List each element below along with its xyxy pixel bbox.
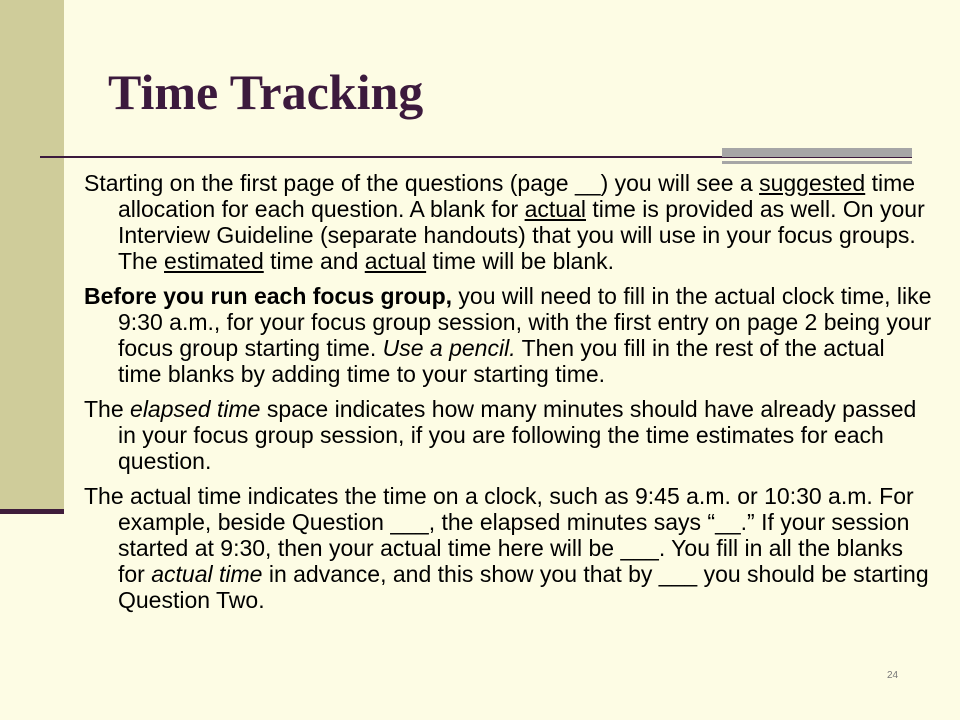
slide-title: Time Tracking: [108, 64, 424, 120]
text-segment: actual: [524, 196, 586, 222]
text-segment: The actual time indicates the time on a clock, such as 9:45 a.m. or 10:30 a.m. For example, beside Question ___, the elapsed minutes says “__.” If your session started at 9:30, then your actual time here will be ___. You fill in all the blanks for: [84, 483, 914, 587]
text-segment: Before you run each focus group,: [84, 283, 453, 309]
text-segment: The: [84, 396, 131, 422]
title-gray-accent-rule: [722, 148, 912, 164]
text-segment: elapsed time: [130, 396, 261, 422]
text-segment: Starting on the first page of the questions (page __) you will see a: [84, 170, 760, 196]
body-paragraph: [84, 283, 934, 387]
text-segment: suggested: [759, 170, 866, 196]
text-segment: actual: [364, 248, 427, 274]
text-segment: time will be blank.: [426, 248, 615, 274]
text-segment: time and: [263, 248, 365, 274]
text-segment: in advance, and this show you that by ___ you should be starting Question Two.: [118, 561, 929, 613]
text-segment: actual time: [151, 561, 263, 587]
slide-body: [84, 170, 934, 622]
body-paragraph: [84, 483, 934, 613]
slide-number: 24: [887, 670, 899, 681]
text-segment: time allocation for each question. A blank for: [118, 170, 916, 222]
text-segment: time is provided as well. On your Interview Guideline (separate handouts) that you will use in your focus groups. The: [118, 196, 925, 274]
text-segment: you will need to fill in the actual clock time, like 9:30 a.m., for your focus group session, with the first entry on page 2 being your focus group starting time.: [118, 283, 932, 361]
text-segment: Then you fill in the rest of the actual time blanks by adding time to your starting time.: [118, 335, 885, 387]
text-segment: estimated: [164, 248, 264, 274]
text-segment: space indicates how many minutes should have already passed in your focus group session, if you are following the time estimates for each question.: [118, 396, 917, 474]
body-paragraph: [84, 396, 934, 474]
left-decorative-bar: [0, 0, 64, 510]
text-segment: Use a pencil.: [382, 335, 516, 361]
left-accent-bar: [0, 509, 64, 514]
body-paragraph: [84, 170, 934, 274]
